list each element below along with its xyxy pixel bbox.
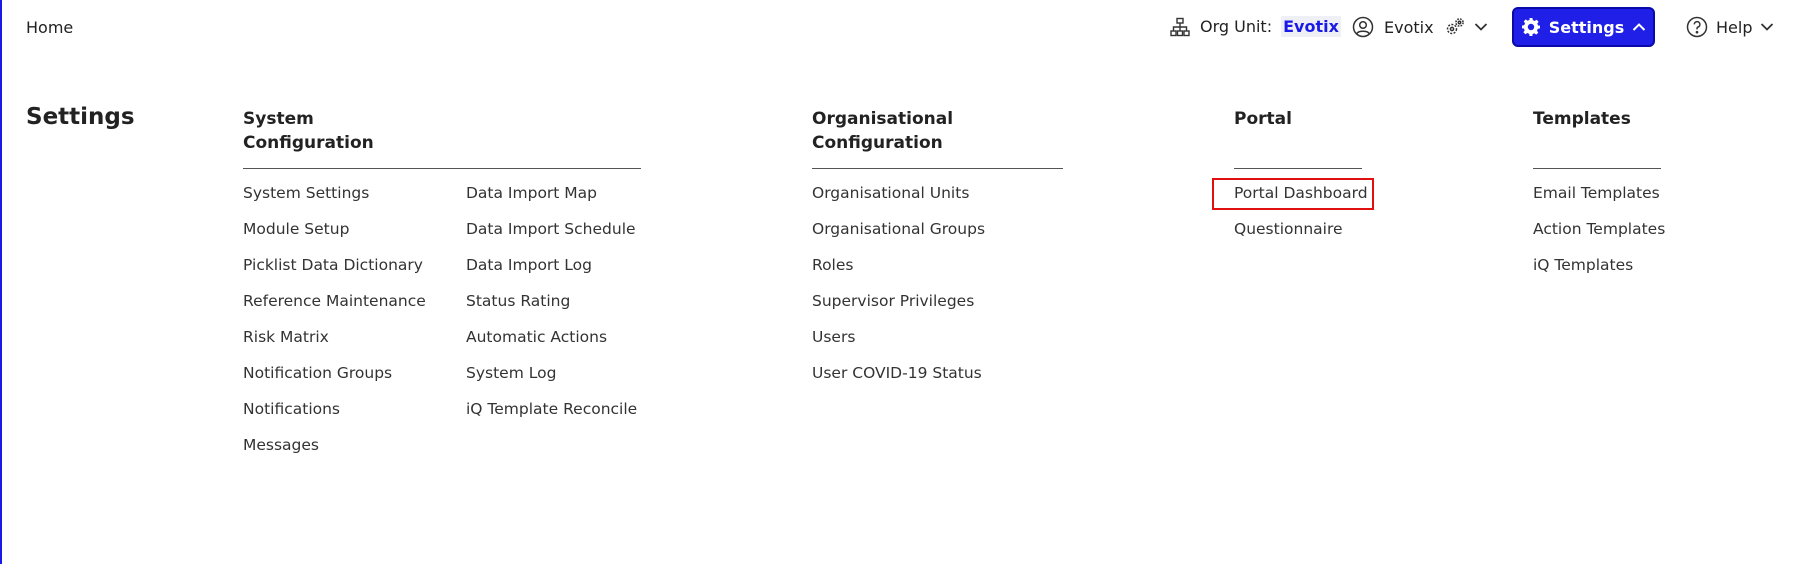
templates-divider bbox=[1533, 168, 1661, 169]
menu-item-messages[interactable]: Messages bbox=[243, 436, 320, 454]
menu-item-supervisor-privileges[interactable]: Supervisor Privileges bbox=[812, 292, 975, 310]
page-title: Settings bbox=[26, 104, 135, 130]
menu-item-portal-dashboard[interactable]: Portal Dashboard bbox=[1234, 184, 1368, 202]
org-tree-icon bbox=[1170, 17, 1190, 37]
organisational-config-list bbox=[812, 180, 985, 396]
chevron-up-icon bbox=[1632, 22, 1646, 32]
menu-item-organisational-groups[interactable]: Organisational Groups bbox=[812, 220, 986, 238]
templates-list bbox=[1533, 180, 1665, 288]
menu-item-data-import-schedule[interactable]: Data Import Schedule bbox=[466, 220, 636, 238]
menu-item-automatic-actions[interactable]: Automatic Actions bbox=[466, 328, 608, 346]
org-unit-selector[interactable] bbox=[1170, 16, 1341, 37]
gear-icon bbox=[1521, 17, 1541, 37]
org-unit-label: Org Unit: bbox=[1200, 17, 1273, 36]
system-config-list-2 bbox=[466, 180, 637, 432]
settings-button[interactable] bbox=[1512, 7, 1655, 47]
organisational-title-line2: Configuration bbox=[812, 133, 943, 153]
templates-title: Templates bbox=[1533, 109, 1631, 129]
menu-item-status-rating[interactable]: Status Rating bbox=[466, 292, 571, 310]
portal-list bbox=[1234, 180, 1368, 252]
menu-item-data-import-log[interactable]: Data Import Log bbox=[466, 256, 592, 274]
user-circle-icon bbox=[1352, 16, 1374, 38]
help-menu[interactable] bbox=[1686, 16, 1774, 38]
menu-item-system-log[interactable]: System Log bbox=[466, 364, 557, 382]
portal-divider bbox=[1234, 168, 1362, 169]
system-divider bbox=[243, 168, 641, 169]
menu-item-email-templates[interactable]: Email Templates bbox=[1533, 184, 1660, 202]
user-menu[interactable] bbox=[1352, 16, 1488, 38]
chevron-down-icon bbox=[1474, 22, 1488, 32]
top-bar bbox=[0, 0, 1799, 56]
menu-item-iq-template-reconcile[interactable]: iQ Template Reconcile bbox=[466, 400, 638, 418]
org-unit-value[interactable]: Evotix bbox=[1283, 17, 1339, 36]
menu-item-risk-matrix[interactable]: Risk Matrix bbox=[243, 328, 329, 346]
user-name: Evotix bbox=[1384, 17, 1434, 37]
settings-label: Settings bbox=[1548, 17, 1625, 37]
help-circle-icon bbox=[1686, 16, 1708, 38]
chevron-down-icon bbox=[1760, 22, 1774, 32]
menu-item-reference-maintenance[interactable]: Reference Maintenance bbox=[243, 292, 426, 310]
gears-icon bbox=[1444, 16, 1466, 38]
left-accent-bar bbox=[0, 0, 2, 564]
menu-item-questionnaire[interactable]: Questionnaire bbox=[1234, 220, 1343, 238]
menu-item-iq-templates[interactable]: iQ Templates bbox=[1533, 256, 1634, 274]
menu-item-roles[interactable]: Roles bbox=[812, 256, 854, 274]
menu-item-system-settings[interactable]: System Settings bbox=[243, 184, 370, 202]
menu-item-action-templates[interactable]: Action Templates bbox=[1533, 220, 1666, 238]
system-configuration-title bbox=[243, 107, 374, 155]
home-link[interactable]: Home bbox=[26, 18, 74, 37]
organisational-divider bbox=[812, 168, 1063, 169]
menu-item-notification-groups[interactable]: Notification Groups bbox=[243, 364, 393, 382]
menu-item-picklist-data-dictionary[interactable]: Picklist Data Dictionary bbox=[243, 256, 423, 274]
organisational-configuration-title bbox=[812, 107, 953, 155]
menu-item-notifications[interactable]: Notifications bbox=[243, 400, 341, 418]
system-title-line1: System bbox=[243, 109, 314, 129]
menu-item-module-setup[interactable]: Module Setup bbox=[243, 220, 350, 238]
menu-item-user-covid-19-status[interactable]: User COVID-19 Status bbox=[812, 364, 982, 382]
menu-item-organisational-units[interactable]: Organisational Units bbox=[812, 184, 970, 202]
menu-item-data-import-map[interactable]: Data Import Map bbox=[466, 184, 598, 202]
system-config-list-1 bbox=[243, 180, 426, 468]
system-title-line2: Configuration bbox=[243, 133, 374, 153]
menu-item-users[interactable]: Users bbox=[812, 328, 856, 346]
portal-title: Portal bbox=[1234, 109, 1292, 129]
organisational-title-line1: Organisational bbox=[812, 109, 954, 129]
help-label: Help bbox=[1716, 17, 1753, 37]
